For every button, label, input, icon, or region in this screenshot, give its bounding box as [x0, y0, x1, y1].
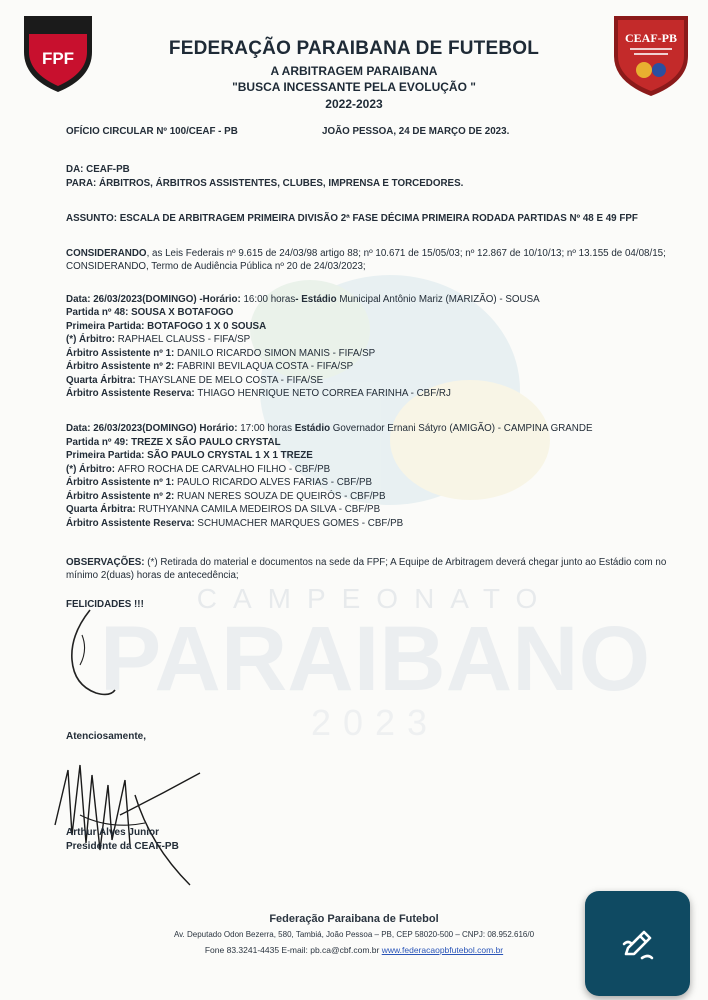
- match1-date-label: Data: 26/03/2023(DOMINGO) -Horário:: [66, 294, 244, 305]
- footer-address: Av. Deputado Odon Bezerra, 580, Tambiá, João Pessoa – PB, CEP 58020-500 – CNPJ: 08.952.616/0: [173, 930, 535, 939]
- fpf-logo-text: FPF: [41, 49, 75, 68]
- match2-reserve-label: Árbitro Assistente Reserva:: [66, 518, 198, 529]
- match1-first-leg: Primeira Partida: BOTAFOGO 1 X 0 SOUSA: [66, 321, 267, 332]
- closing-text: Atenciosamente,: [66, 731, 147, 742]
- watermark-line2: PARAIBANO: [99, 608, 651, 710]
- match1-referee-label: (*) Árbitro:: [66, 334, 118, 345]
- match2-assistant2-label: Árbitro Assistente nº 2:: [66, 491, 177, 502]
- match1-fourth-name: THAYSLANE DE MELO COSTA - FIFA/SE: [138, 375, 324, 386]
- match2-fourth-name: RUTHYANNA CAMILA MEDEIROS DA SILVA - CBF/PB: [138, 504, 381, 515]
- page-title: FEDERAÇÃO PARAIBANA DE FUTEBOL: [168, 38, 540, 59]
- edit-fab-button[interactable]: [585, 891, 690, 996]
- match1-fourth: [66, 374, 323, 387]
- match1-assistant2: [66, 360, 353, 373]
- match1-referee-name: RAPHAEL CLAUSS - FIFA/SP: [117, 334, 251, 345]
- ceaf-logo-text: CEAF-PB: [625, 31, 677, 45]
- footer-org: Federação Paraibana de Futebol: [269, 913, 439, 925]
- match2-reserve: [66, 517, 403, 530]
- match1-time: 16:00 horas: [243, 294, 296, 305]
- match2-stadium-label: Estádio: [294, 423, 333, 434]
- match2-number: Partida nº 49: TREZE X SÃO PAULO CRYSTAL: [66, 437, 281, 448]
- considerando-paragraph: [66, 247, 678, 274]
- signatory-name: Arthur Alves Junior: [66, 827, 159, 838]
- match1-reserve-label: Árbitro Assistente Reserva:: [66, 388, 198, 399]
- match2-first-leg: Primeira Partida: SÃO PAULO CRYSTAL 1 X 1 TREZE: [66, 450, 313, 461]
- footer-website-link[interactable]: www.federacaopbfutebol.com.br: [381, 945, 504, 955]
- match1-date-line: [66, 293, 540, 306]
- considerando-label: CONSIDERANDO: [66, 248, 147, 259]
- match2-assistant2: [66, 490, 386, 503]
- match2-assistant1: [66, 476, 372, 489]
- match1-number: Partida nº 48: SOUSA X BOTAFOGO: [66, 307, 234, 318]
- felicidades-text: FELICIDADES !!!: [66, 599, 144, 610]
- match1-assistant1-label: Árbitro Assistente nº 1:: [66, 348, 177, 359]
- observations-text: (*) Retirada do material e documentos na sede da FPF; A Equipe de Arbitragem deverá chegar junto ao Estádio com no mínimo 2(duas) horas de antecedência;: [66, 557, 667, 582]
- match2-time: 17:00 horas: [240, 423, 295, 434]
- oficio-date: JOÃO PESSOA, 24 DE MARÇO DE 2023.: [322, 126, 510, 137]
- match2-assistant2-name: RUAN NERES SOUZA DE QUEIRÓS - CBF/PB: [177, 491, 386, 502]
- oficio-number: OFÍCIO CIRCULAR Nº 100/CEAF - PB: [66, 126, 238, 137]
- observations-paragraph: [66, 556, 678, 583]
- match2-date-label: Data: 26/03/2023(DOMINGO) Horário:: [66, 423, 241, 434]
- to-line: PARA: ÁRBITROS, ÁRBITROS ASSISTENTES, CLUBES, IMPRENSA E TORCEDORES.: [66, 178, 464, 189]
- footer-contact-text: Fone 83.3241-4435 E-mail: pb.ca@cbf.com.br: [204, 945, 382, 955]
- from-line: DA: CEAF-PB: [66, 164, 130, 175]
- match2-referee: [66, 463, 330, 476]
- edit-pencil-icon: [618, 924, 658, 964]
- considerando-text: , as Leis Federais nº 9.615 de 24/03/98 artigo 88; nº 10.671 de 15/05/03; nº 12.867 de 10/10/13; nº 13.155 de 04/08/15; CONSIDERANDO, Termo de Audiência Pública nº 20 de 24/03/2023;: [66, 248, 666, 273]
- match1-stadium-label: - Estádio: [295, 294, 340, 305]
- match2-referee-name: AFRO ROCHA DE CARVALHO FILHO - CBF/PB: [117, 464, 331, 475]
- match1-referee: [66, 333, 250, 346]
- match2-fourth-label: Quarta Árbitra:: [66, 504, 139, 515]
- handwritten-signature-initial: [60, 605, 120, 700]
- match2-assistant1-name: PAULO RICARDO ALVES FARIAS - CBF/PB: [177, 477, 373, 488]
- handwritten-signature: [50, 755, 220, 895]
- observations-label: OBSERVAÇÕES:: [66, 557, 148, 568]
- watermark-line3: 2023: [310, 702, 440, 743]
- match2-date-line: [66, 422, 593, 435]
- match1-reserve-name: THIAGO HENRIQUE NETO CORREA FARINHA - CBF/RJ: [197, 388, 451, 399]
- match2-stadium: Governador Ernani Sátyro (AMIGÃO) - CAMPINA GRANDE: [332, 423, 593, 434]
- match1-reserve: [66, 387, 451, 400]
- header-motto: "BUSCA INCESSANTE PELA EVOLUÇÃO ": [232, 80, 476, 94]
- match1-assistant1: [66, 347, 375, 360]
- match1-assistant2-name: FABRINI BEVILAQUA COSTA - FIFA/SP: [177, 361, 354, 372]
- match1-assistant1-name: DANILO RICARDO SIMON MANIS - FIFA/SP: [177, 348, 376, 359]
- header-season: 2022-2023: [325, 97, 383, 111]
- match1-fourth-label: Quarta Árbitra:: [66, 375, 139, 386]
- match1-assistant2-label: Árbitro Assistente nº 2:: [66, 361, 177, 372]
- header-subtitle: A ARBITRAGEM PARAIBANA: [270, 64, 438, 78]
- signatory-role: Presidente da CEAF-PB: [66, 841, 179, 852]
- watermark-line1: CAMPEONATO: [196, 583, 554, 614]
- match2-fourth: [66, 503, 380, 516]
- match1-stadium: Municipal Antônio Mariz (MARIZÃO) - SOUSA: [339, 294, 540, 305]
- match2-assistant1-label: Árbitro Assistente nº 1:: [66, 477, 177, 488]
- subject-line: ASSUNTO: ESCALA DE ARBITRAGEM PRIMEIRA DIVISÃO 2ª FASE DÉCIMA PRIMEIRA RODADA PARTIDAS Nº 48 E 49 FPF: [66, 213, 638, 224]
- match2-reserve-name: SCHUMACHER MARQUES GOMES - CBF/PB: [197, 518, 404, 529]
- match2-referee-label: (*) Árbitro:: [66, 464, 118, 475]
